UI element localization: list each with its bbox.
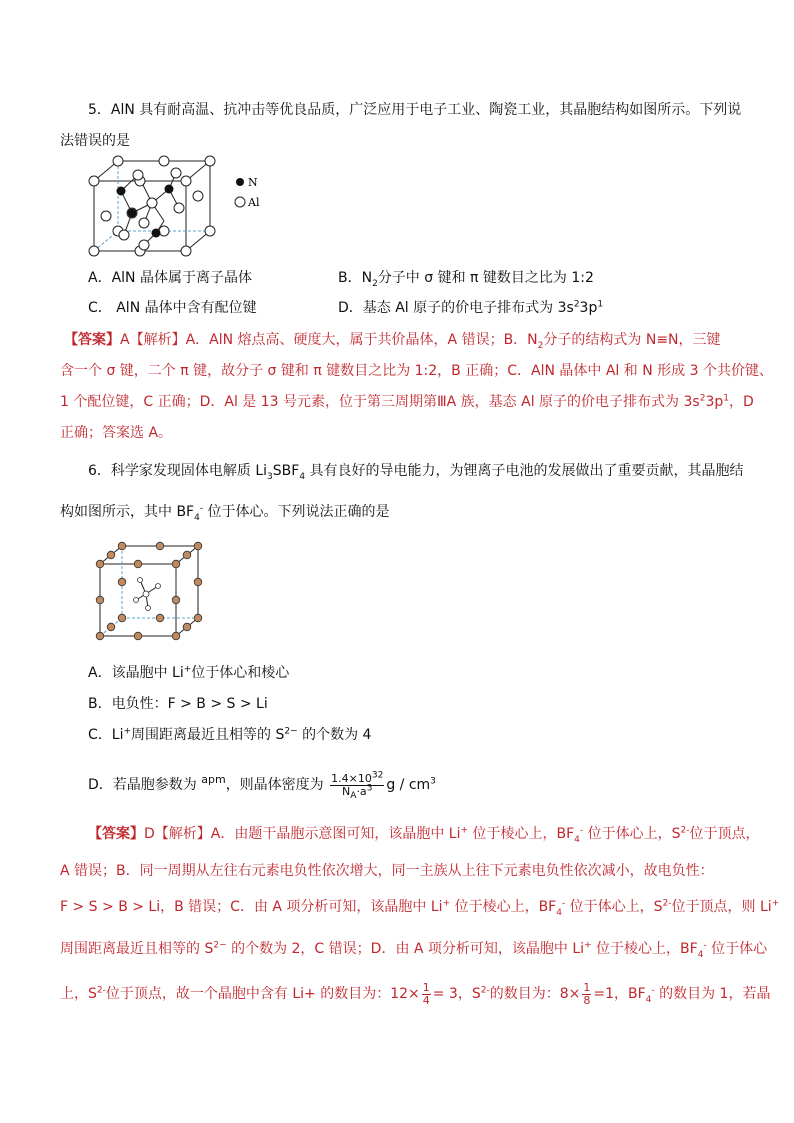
q5-option-b: B．$N_2$分子中 σ 键和 π 键数目之比为 1:2	[338, 270, 594, 289]
q5-answer-line4: 正确；答案选 A。	[60, 425, 173, 441]
q6-option-b: B．电负性：F > B > S > Li	[88, 696, 268, 712]
q5-answer-line3: 1 个配位键，C 正确；D．Al 是 13 号元素，位于第三周期第ⅢA 族，基态 Al 原子的价电子排布式为 $3s^23p^1$，D	[60, 393, 754, 410]
q5-answer-line1: 【答案】A【解析】A．AlN 熔点高、硬度大，属于共价晶体，A 错误；B．$N_2$分子的结构式为 N≡N，三键	[64, 332, 721, 351]
n-legend-dot-icon	[236, 178, 244, 186]
q6-answer-line3: F > S > B > Li，B 错误；C．由 A 项分析可知，该晶胞中 Li+ 位于棱心上，$BF_4^-$ 位于体心上，$S^{2-}$位于顶点，则 Li+	[60, 898, 780, 918]
li3sbf4-crystal-diagram	[92, 542, 202, 642]
q6-answer-line2: A 错误；B．同一周期从左往右元素电负性依次增大，同一主族从上往下元素电负性依次减小，故电负性：	[60, 863, 714, 879]
aln-crystal-diagram	[84, 153, 294, 263]
q5-option-a: A．AlN 晶体属于离子晶体	[88, 270, 252, 286]
q5-legend-n: N	[248, 176, 258, 189]
q5-option-d: D．基态 Al 原子的价电子排布式为 $3s^23p^1$	[338, 299, 604, 316]
q5-option-c: C． AlN 晶体中含有配位键	[88, 300, 257, 316]
q6-option-a: A．该晶胞中 Li+位于体心和棱心	[88, 664, 290, 681]
q6-answer-line5: 上，$S^{2-}$位于顶点，故一个晶胞中含有 Li+ 的数目为：12× $\frac{1}{4}$ = 3，$S^{2-}$的数目为：8× $\frac{1}{8}$ =1，$BF_4^-$ 的数目为 1，若晶	[60, 980, 771, 1007]
q6-option-c: C．Li+周围距离最近且相等的 $S^{2-}$ 的个数为 4	[88, 726, 372, 743]
density-fraction: $\frac{1.4\times 10^{32}}{N_A\cdot a^3}$	[331, 769, 384, 801]
q6-stem-line2: 构如图所示，其中 $BF_4^-$ 位于体心。下列说法正确的是	[60, 503, 390, 523]
fraction-one-quarter: $\frac{1}{4}$	[422, 980, 430, 1007]
q5-stem-line1: 5．AlN 具有耐高温、抗冲击等优良品质，广泛应用于电子工业、陶瓷工业，其晶胞结构如图所示。下列说	[88, 102, 742, 118]
q6-answer-line4: 周围距离最近且相等的 $S^{2-}$ 的个数为 2，C 错误；D．由 A 项分析可知，该晶胞中 Li+ 位于棱心上，$BF_4^-$ 位于体心	[60, 940, 768, 960]
q5-legend-al: Al	[248, 196, 260, 209]
q6-option-d: D．若晶胞参数为 $^{apm}$，则晶体密度为 $\frac{1.4\times 10^{32}}{N_A\cdot a^3}$ g / $cm^3$	[88, 769, 436, 801]
q5-stem-line2: 法错误的是	[60, 133, 130, 149]
q6-stem-line1: 6．科学家发现固体电解质 $Li_3SBF_4$ 具有良好的导电能力，为锂离子电池的发展做出了重要贡献，其晶胞结	[88, 463, 744, 482]
q5-answer-line2: 含一个 σ 键，二个 π 键，故分子 σ 键和 π 键数目之比为 1:2，B 正确；C．AlN 晶体中 Al 和 N 形成 3 个共价键、	[60, 363, 773, 379]
fraction-one-eighth: $\frac{1}{8}$	[583, 980, 591, 1007]
q6-answer-line1: 【答案】D【解析】A．由题干晶胞示意图可知，该晶胞中 Li+ 位于棱心上，$BF_4^-$ 位于体心上，$S^{2-}$位于顶点，	[88, 825, 760, 845]
al-legend-circle-icon	[235, 197, 245, 207]
